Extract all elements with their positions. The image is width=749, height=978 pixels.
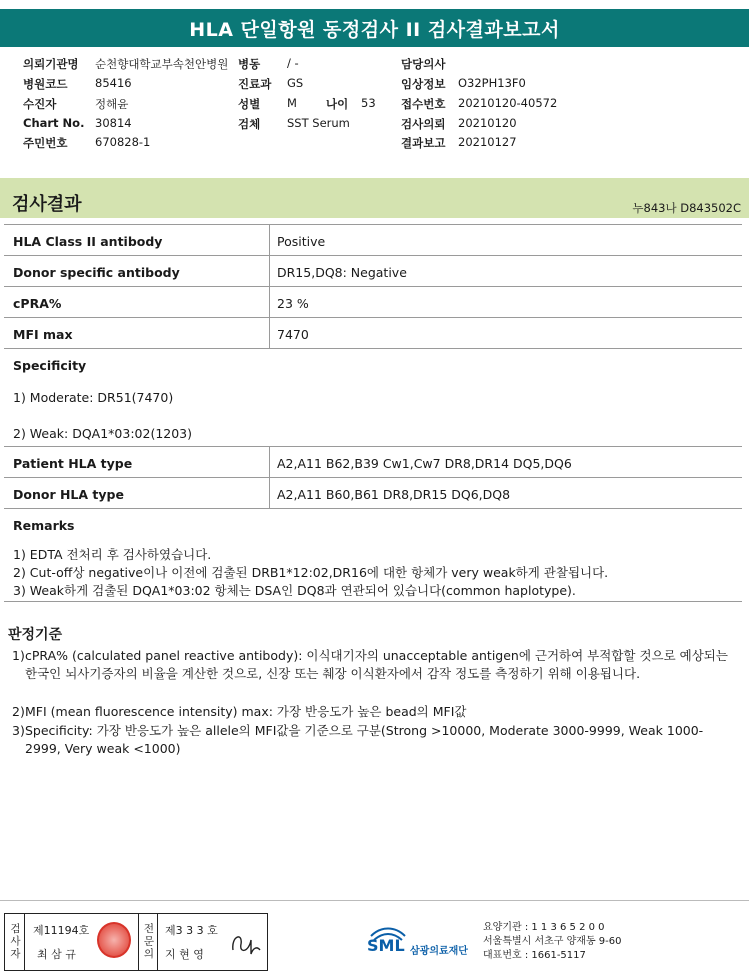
criteria-item: [12, 703, 732, 721]
class2-label: HLA Class II antibody: [13, 234, 163, 249]
table-row: [4, 478, 742, 509]
results-heading: 검사결과: [12, 194, 82, 215]
examiner-vlabel: [5, 914, 25, 970]
specificity-item: 1) Moderate: DR51(7470): [13, 390, 174, 405]
chart-value: 30814: [95, 116, 132, 130]
criteria-text: cPRA% (calculated panel reactive antibody): 이식대기자의 unacceptable antigen에 근거하여 부적합할 것으로 예상되는 한국인 뇌사기증자의 비율을 계산한 것으로, 신장 또는 췌장 이식환자에서 감작 정도를 측정하기 위해 이용됩니다.: [25, 648, 728, 681]
criteria-item: [12, 722, 732, 758]
org-line: 요양기관 : 1 1 3 6 5 2 0 0: [483, 922, 605, 933]
resident-label: 주민번호: [23, 136, 68, 150]
remark-item: 1) EDTA 전처리 후 검사하였습니다.: [13, 547, 212, 562]
ward-value: / -: [287, 56, 299, 70]
dept-value: GS: [287, 76, 304, 90]
criteria-text: Specificity: 가장 반응도가 높은 allele의 MFI값을 기준으로 구분(Strong >10000, Moderate 3000-9999, Weak 1000-2999, Very weak <1000): [25, 723, 704, 756]
reported-label: 결과보고: [401, 136, 446, 150]
class2-value: Positive: [277, 234, 326, 249]
receipt-label: 접수번호: [401, 97, 446, 111]
mfi-label: MFI max: [13, 327, 73, 342]
criteria-heading: 판정기준: [8, 627, 63, 643]
specialist-name: 지 현 영: [165, 948, 204, 961]
remarks-block: [4, 509, 742, 602]
table-row: [4, 225, 742, 256]
examinee-value: 정해윤: [95, 97, 129, 111]
ward-label: 병동: [238, 57, 261, 71]
dsa-label: Donor specific antibody: [13, 265, 180, 280]
specificity-label: Specificity: [13, 358, 87, 373]
cpra-value: 23 %: [277, 296, 309, 311]
request-value: 20210120: [458, 116, 517, 130]
examiner-name: 최 삼 규: [37, 948, 76, 961]
specimen-label: 검체: [238, 117, 261, 131]
specimen-value: SST Serum: [287, 116, 350, 130]
examiner-vlabel-text: 검사자: [9, 923, 21, 961]
sex-value: M: [287, 96, 297, 110]
examinee-label: 수진자: [23, 97, 57, 111]
patient-hla-value: A2,A11 B62,B39 Cw1,Cw7 DR8,DR14 DQ5,DQ6: [277, 456, 572, 471]
seal-icon: [97, 922, 131, 958]
institution-label: 의뢰기관명: [23, 57, 79, 71]
specialist-vlabel-text: 전문의: [142, 923, 155, 961]
dept-label: 진료과: [238, 77, 272, 91]
request-label: 검사의뢰: [401, 117, 446, 131]
table-row: [4, 256, 742, 287]
donor-hla-value: A2,A11 B60,B61 DR8,DR15 DQ6,DQ8: [277, 487, 511, 502]
table-row: [4, 447, 742, 478]
results-table: [4, 224, 742, 602]
org-name: 삼광의료재단: [410, 946, 468, 957]
org-line: 서울특별시 서초구 양재동 9-60: [483, 936, 622, 947]
org-info: [483, 921, 622, 963]
clinical-info-label: 임상정보: [401, 77, 446, 91]
org-line: 대표번호 : 1661-5117: [483, 950, 586, 961]
age-label: 나이: [326, 97, 349, 111]
criteria-num: 2): [12, 704, 25, 719]
criteria-text: MFI (mean fluorescence intensity) max: 가장 반응도가 높은 bead의 MFI값: [25, 704, 467, 719]
sex-label: 성별: [238, 97, 261, 111]
examiner-no: 제11194호: [33, 924, 90, 937]
signature-box: [4, 913, 268, 971]
remarks-label: Remarks: [13, 518, 75, 533]
footer-divider: [0, 900, 749, 901]
table-row: [4, 318, 742, 349]
dsa-value: DR15,DQ8: Negative: [277, 265, 407, 280]
hospital-code-label: 병원코드: [23, 77, 68, 91]
specificity-item: 2) Weak: DQA1*03:02(1203): [13, 426, 193, 441]
clinical-info-value: O32PH13F0: [458, 76, 526, 90]
hospital-code-value: 85416: [95, 76, 132, 90]
table-row: [4, 287, 742, 318]
sml-logo: [367, 922, 477, 962]
specialist-vlabel: [138, 914, 158, 970]
doctor-label: 담당의사: [401, 57, 446, 71]
mfi-value: 7470: [277, 327, 309, 342]
institution-value: 순천향대학교부속천안병원: [95, 57, 229, 71]
results-ref: 누843나 D843502C: [632, 201, 741, 215]
signature-icon: [227, 928, 263, 960]
criteria-num: 3): [12, 723, 25, 738]
sml-logo-text: SML: [367, 936, 405, 955]
report-title: HLA 단일항원 동정검사 II 검사결과보고서: [0, 9, 749, 47]
criteria-num: 1): [12, 648, 25, 663]
reported-value: 20210127: [458, 135, 517, 149]
donor-hla-label: Donor HLA type: [13, 487, 124, 502]
remark-item: 3) Weak하게 검출된 DQA1*03:02 항체는 DSA인 DQ8과 연관되어 있습니다(common haplotype).: [13, 583, 576, 598]
resident-value: 670828-1: [95, 135, 151, 149]
remark-item: 2) Cut-off상 negative이나 이전에 검출된 DRB1*12:02,DR16에 대한 항체가 very weak하게 관찰됩니다.: [13, 565, 609, 580]
specialist-no: 제3 3 3 호: [165, 924, 218, 937]
criteria-item: [12, 647, 732, 683]
age-value: 53: [361, 96, 376, 110]
chart-label: Chart No.: [23, 116, 85, 130]
specificity-block: [4, 349, 742, 447]
cpra-label: cPRA%: [13, 296, 62, 311]
patient-hla-label: Patient HLA type: [13, 456, 133, 471]
receipt-value: 20210120-40572: [458, 96, 558, 110]
